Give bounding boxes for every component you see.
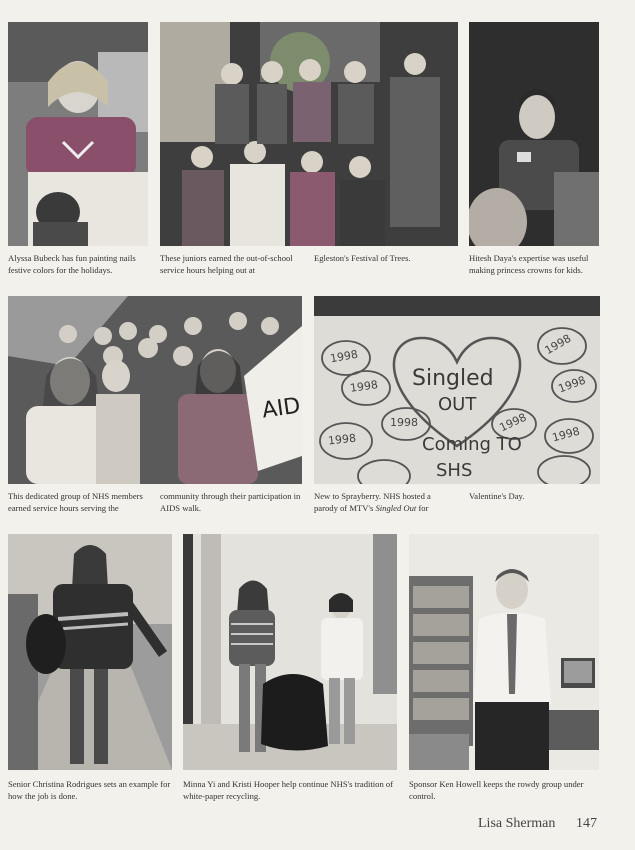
caption-nail-painting: Alyssa Bubeck has fun painting nails festive colors for the holidays. — [8, 253, 136, 275]
photo-princess-crowns — [469, 22, 599, 246]
footer-author-name: Lisa Sherman — [478, 816, 556, 831]
caption-princess-crowns: Hitesh Daya's expertise was useful making princess crowns for kids. — [469, 253, 589, 275]
photo-nail-painting — [8, 22, 148, 246]
caption-minna-kristi: Minna Yi and Kristi Hooper help continue NHS's tradition of white-paper recycling. — [183, 779, 394, 801]
caption-christina: Senior Christina Rodrigues sets an example for how the job is done. — [8, 779, 171, 801]
photo-singled-out-sign — [314, 296, 600, 484]
sign-coming-to: Coming TO — [422, 434, 522, 455]
caption-sponsor: Sponsor Ken Howell keeps the rowdy group under control. — [409, 779, 584, 801]
photo-recycling-hallway — [183, 534, 397, 770]
sign-badge-1998: 1998 — [349, 378, 379, 395]
caption-aids-walk: community through their participation in AIDS walk. — [160, 491, 301, 513]
sign-shs: SHS — [436, 460, 473, 481]
photo-sponsor-ken-howell — [409, 534, 599, 770]
page-number: 147 — [576, 816, 597, 831]
caption-singled-out-title: Singled Out — [375, 502, 417, 513]
photo-juniors-festival — [160, 22, 458, 246]
sign-badge-1998: 1998 — [550, 424, 582, 445]
caption-nhs-members: This dedicated group of NHS members earned service hours serving the — [8, 491, 143, 513]
caption-juniors-service: These juniors earned the out-of-school service hours helping out at — [160, 253, 293, 275]
caption-singled-out-part3: for — [416, 502, 429, 513]
sign-out: OUT — [438, 394, 477, 415]
aids-banner-text: AID — [260, 393, 302, 424]
caption-valentines-day: Valentine's Day. — [469, 491, 525, 501]
caption-singled-out — [314, 491, 456, 514]
sign-badge-1998: 1998 — [329, 347, 359, 366]
sign-badge-1998: 1998 — [556, 373, 588, 396]
sign-singled: Singled — [412, 366, 494, 391]
photo-aids-walk-group — [8, 296, 302, 484]
caption-festival-of-trees: Egleston's Festival of Trees. — [314, 253, 411, 263]
sign-badge-1998: 1998 — [497, 410, 529, 435]
sign-badge-1998: 1998 — [327, 431, 357, 448]
photo-christina-trash-bag — [8, 534, 172, 770]
caption-singled-out-part1: New to Sprayberry. NHS hosted a parody of MTV's — [314, 491, 431, 513]
sign-badge-1998: 1998 — [542, 331, 574, 358]
sign-badge-1998: 1998 — [390, 416, 418, 429]
